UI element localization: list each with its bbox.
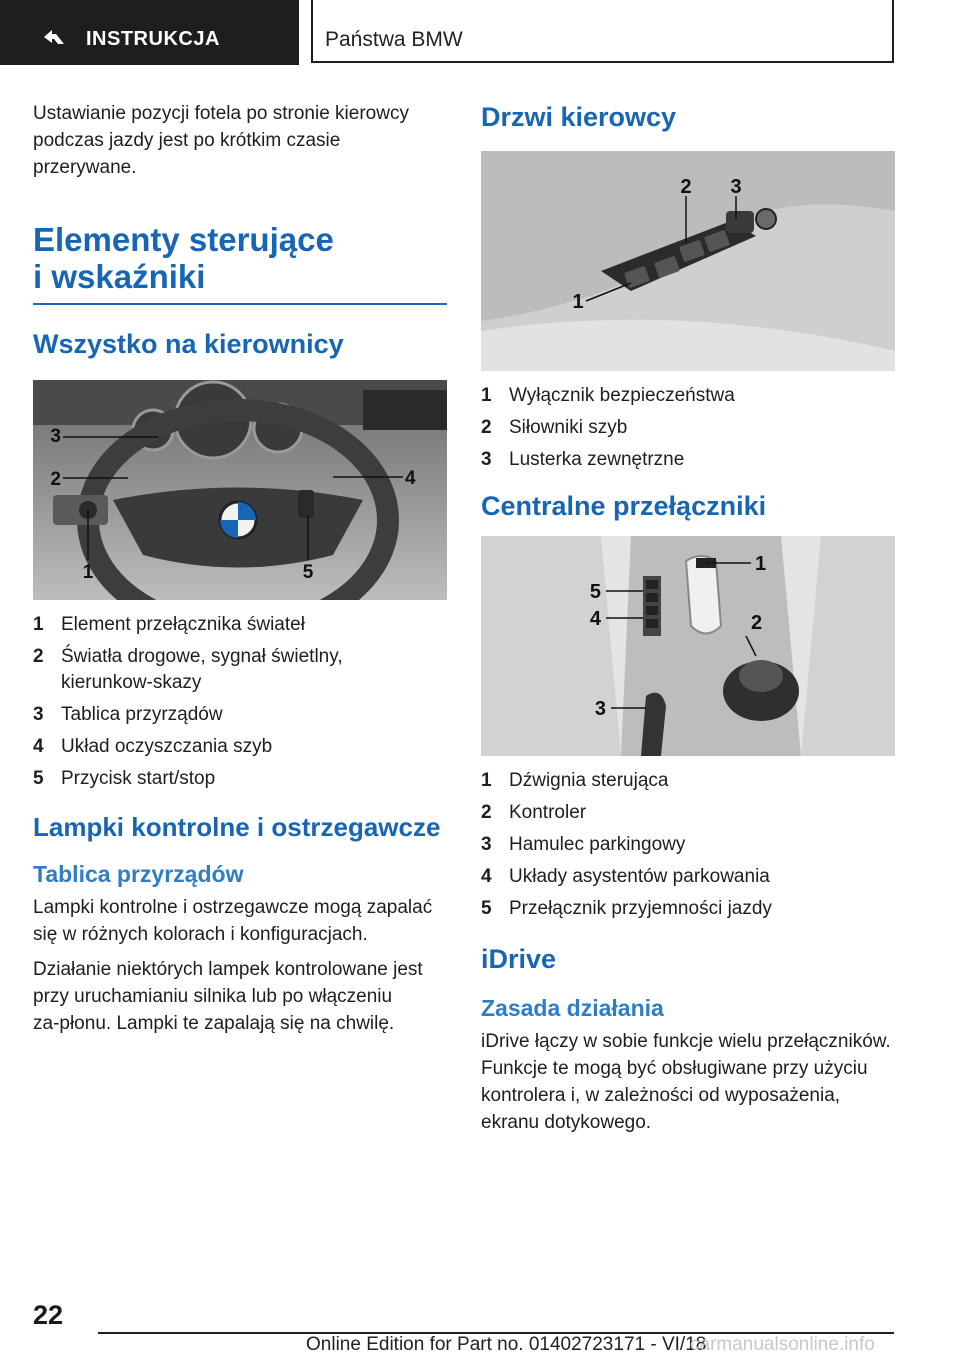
cluster-paragraph-2: Działanie niektórych lampek kontrolowane jest przy uruchamianiu silnika lub po włączeniu za‑płonu. Lampki te zapalają się na chwilę. — [33, 959, 423, 1034]
list-item: 2 Siłowniki szyb — [481, 417, 628, 438]
door-callout-1: 1 — [572, 291, 584, 313]
list-item: 1 Dźwignia sterująca — [481, 770, 669, 791]
back-arrow-icon — [42, 28, 66, 46]
steering-wheel-illustration — [33, 380, 447, 600]
door-panel-image — [481, 151, 895, 371]
steering-callout-5: 5 — [302, 562, 314, 583]
list-item: 4 Układy asystentów parkowania — [481, 866, 770, 887]
center-callout-2: 2 — [751, 612, 763, 634]
door-callout-2: 2 — [680, 176, 692, 198]
list-item: 2 Kontroler — [481, 802, 587, 823]
center-console-illustration — [481, 536, 895, 756]
intro-text: Ustawianie pozycji fotela po stronie kierowcy podczas jazdy jest po krótkim czasie przerywane. — [33, 103, 409, 178]
center-console-image — [481, 536, 895, 756]
door-panel-illustration — [481, 151, 895, 371]
list-item: 1 Wyłącznik bezpieczeństwa — [481, 385, 735, 406]
steering-callout-3: 3 — [50, 426, 61, 447]
door-legend — [481, 383, 895, 473]
cluster-heading: Tablica przyrządów — [33, 861, 244, 887]
main-heading-line1: Elementy sterujące — [33, 221, 334, 258]
door-callout-3: 3 — [730, 176, 742, 198]
left-column — [33, 100, 447, 1037]
steering-heading: Wszystko na kierownicy — [33, 329, 344, 359]
list-item: 4 Układ oczyszczania szyb — [33, 736, 273, 757]
idrive-heading: iDrive — [481, 944, 557, 974]
center-legend — [481, 768, 895, 922]
list-item: 1 Element przełącznika świateł — [33, 614, 305, 635]
center-callout-3: 3 — [594, 698, 606, 720]
list-item: 5 Przełącznik przyjemności jazdy — [481, 898, 772, 919]
center-switches-heading: Centralne przełączniki — [481, 491, 767, 521]
steering-wheel-image — [33, 380, 447, 600]
center-callout-5: 5 — [589, 581, 601, 603]
list-item: 3 Tablica przyrządów — [33, 704, 223, 725]
steering-callout-4: 4 — [405, 468, 416, 489]
list-item: 3 Hamulec parkingowy — [481, 834, 686, 855]
list-item: 3 Lusterka zewnętrzne — [481, 449, 685, 470]
header-section-tab[interactable] — [0, 0, 299, 65]
cluster-paragraph-1: Lampki kontrolne i ostrzegawcze mogą zapalać się w różnych kolorach i konfiguracjach. — [33, 897, 433, 945]
steering-legend — [33, 612, 447, 792]
principle-heading: Zasada działania — [481, 995, 664, 1021]
header-chapter-box[interactable] — [311, 0, 894, 63]
principle-paragraph: iDrive łączy w sobie funkcje wielu przełączników. Funkcje te mogą być obsługiwane przy użyciu kontrolera i, w zależności od wyposażenia, ekranu dotykowego. — [481, 1031, 891, 1133]
list-item: 2 Światła drogowe, sygnał świetlny, kierunkow‑skazy — [33, 646, 343, 693]
warning-lights-heading: Lampki kontrolne i ostrzegawcze — [33, 812, 441, 842]
center-callout-1: 1 — [755, 553, 767, 575]
list-item: 5 Przycisk start/stop — [33, 768, 216, 789]
steering-callout-2: 2 — [50, 469, 61, 490]
header-section-label: INSTRUKCJA — [86, 28, 220, 50]
footer-edition: Online Edition for Part no. 01402723171 - VI/18 — [306, 1334, 707, 1355]
watermark: carmanualsonline.info — [690, 1334, 875, 1355]
steering-callout-1: 1 — [82, 562, 94, 583]
header-chapter-label: Państwa BMW — [325, 28, 463, 51]
page-number: 22 — [33, 1300, 64, 1330]
center-callout-4: 4 — [589, 608, 601, 630]
main-heading-line2: i wskaźniki — [33, 258, 206, 295]
door-heading: Drzwi kierowcy — [481, 102, 677, 132]
main-heading — [33, 221, 447, 305]
right-column — [481, 100, 895, 1136]
